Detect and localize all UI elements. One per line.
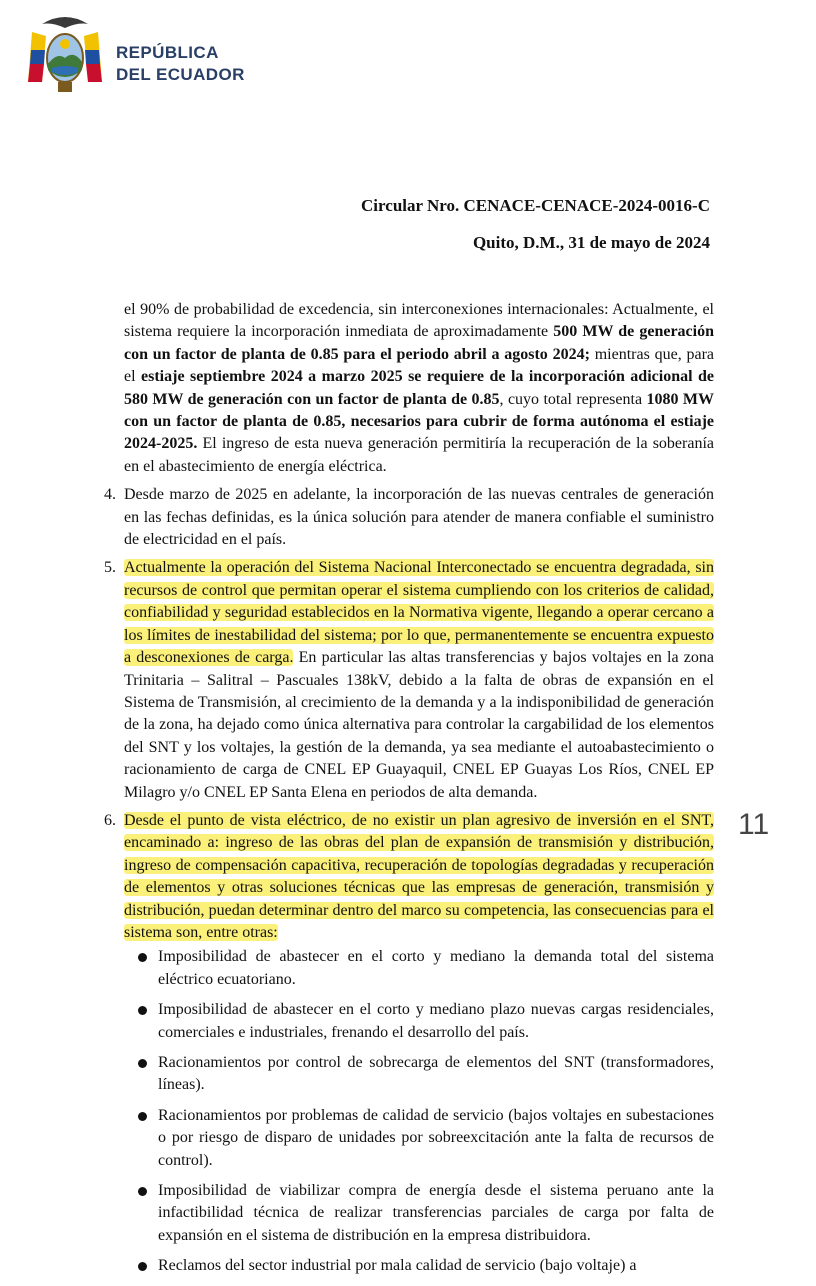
list-item-4 <box>104 484 714 551</box>
coat-of-arms-logo <box>22 12 108 98</box>
bullet-item <box>124 1180 714 1247</box>
bullet-icon <box>138 1262 147 1271</box>
brand-line-2: DEL ECUADOR <box>116 65 245 84</box>
intro-text-1: el 90% de probabilidad de excedencia, sin interconexiones internacionales: Actualmente, el sistema requiere la incorporación inmediata de aproximadamente <box>124 301 714 341</box>
item-number: 4. <box>104 486 116 504</box>
item-text: En particular las altas transferencias y bajos voltajes en la zona Trinitaria – Salitral – Pascuales 138kV, debido a la falta de obras de expansión en el Sistema de Transmisión, al crecimiento de la demanda y a la indisponibilidad de generación de la zona, ha dejado como única alternativa para controlar la cargabilidad de los elementos del SNT y los voltajes, la gestión de la demanda, ya sea mediante el autoabastecimiento o racionamiento de carga de CNEL EP Guayaquil, CNEL EP Guayas Los Ríos, CNEL EP Milagro y/o CNEL EP Santa Elena en periodos de alta demanda. <box>124 649 715 801</box>
bullet-icon <box>138 953 147 962</box>
intro-text-2: mientras que, para el <box>124 345 715 386</box>
bullet-icon <box>138 1112 147 1121</box>
page-number: 11 <box>738 808 770 841</box>
highlighted-text: Desde el punto de vista eléctrico, de no existir un plan agresivo de inversión en el SNT, encaminado a: ingreso de las obras del plan de expansión de transmisión y distribución, ingreso de compensación capacitiva, recuperación de topologías degradadas y recuperación de elementos y otras soluciones técnicas que las empresas de generación, transmisión y distribución, puedan determinar dentro del marco su competencia, las consecuencias para el sistema son, entre otras: <box>124 811 714 941</box>
bullet-item <box>124 1052 714 1097</box>
item-number: 5. <box>104 559 116 577</box>
intro-bold-2: estiaje septiembre 2024 a marzo 2025 se requiere de la incorporación adicional de 580 MW de generación con un factor de planta de 0.85 <box>124 368 715 408</box>
intro-bold-1: 500 MW de generación con un factor de planta de 0.85 para el periodo abril a agosto 2024; <box>124 323 714 363</box>
place-date: Quito, D.M., 31 de mayo de 2024 <box>472 233 710 252</box>
item-number: 6. <box>104 811 116 829</box>
bullet-text: Racionamientos por control de sobrecarga de elementos del SNT (transformadores, líneas). <box>158 1054 714 1094</box>
brand-line-1: REPÚBLICA <box>116 43 219 62</box>
highlighted-text: Actualmente la operación del Sistema Nacional Interconectado se encuentra degradada, sin recursos de control que permitan operar el sistema cumpliendo con los criterios de calidad, confiabilidad y seguridad establecidos en la Normativa vigente, llegando a operar cercano a los límites de inestabilidad del sistema; por lo que, permanentemente se encuentra expuesto a desconexiones de carga. <box>124 559 714 667</box>
intro-text-4: El ingreso de esta nueva generación permitiría la recuperación de la soberanía en el abastecimiento de energía eléctrica. <box>124 435 714 475</box>
bullet-icon <box>138 1006 147 1015</box>
document-body <box>104 299 715 1286</box>
list-item-5 <box>104 557 715 803</box>
list-item-6 <box>104 810 714 944</box>
intro-bold-3: 1080 MW con un factor de planta de 0.85, necesarios para cubrir de forma autónoma el estiaje 2024-2025. <box>124 390 714 453</box>
bullet-item <box>124 999 714 1044</box>
brand-name <box>116 42 245 86</box>
circular-number: Circular Nro. CENACE-CENACE-2024-0016-C <box>361 196 710 215</box>
bullet-text: Imposibilidad de viabilizar compra de energía desde el sistema peruano ante la infactibilidad técnica de realizar transferencias parciales de carga por falta de expansión en el sistema de distribución en la empresa distribuidora. <box>158 1182 714 1244</box>
bullet-text: Imposibilidad de abastecer en el corto y mediano la demanda total del sistema eléctrico ecuatoriano. <box>158 948 714 988</box>
consequences-list <box>124 946 714 1277</box>
bullet-item <box>124 1105 714 1172</box>
bullet-text: Reclamos del sector industrial por mala calidad de servicio (bajo voltaje) a <box>158 1257 637 1275</box>
bullet-text: Imposibilidad de abastecer en el corto y mediano plazo nuevas cargas residenciales, comerciales e industriales, frenando el desarrollo del país. <box>158 1001 714 1041</box>
bullet-item <box>124 1255 714 1277</box>
intro-text-3: , cuyo total representa <box>499 390 647 408</box>
item-text: Desde marzo de 2025 en adelante, la incorporación de las nuevas centrales de generación en las fechas definidas, es la única solución para atender de manera confiable el suministro de electricidad en el país. <box>124 486 714 549</box>
bullet-item <box>124 946 714 991</box>
intro-paragraph <box>124 299 714 478</box>
bullet-icon <box>138 1187 147 1196</box>
bullet-icon <box>138 1059 147 1068</box>
bullet-text: Racionamientos por problemas de calidad de servicio (bajos voltajes en subestaciones o por riesgo de disparo de unidades por sobreexcitación ante la falta de recursos de control). <box>158 1106 714 1169</box>
